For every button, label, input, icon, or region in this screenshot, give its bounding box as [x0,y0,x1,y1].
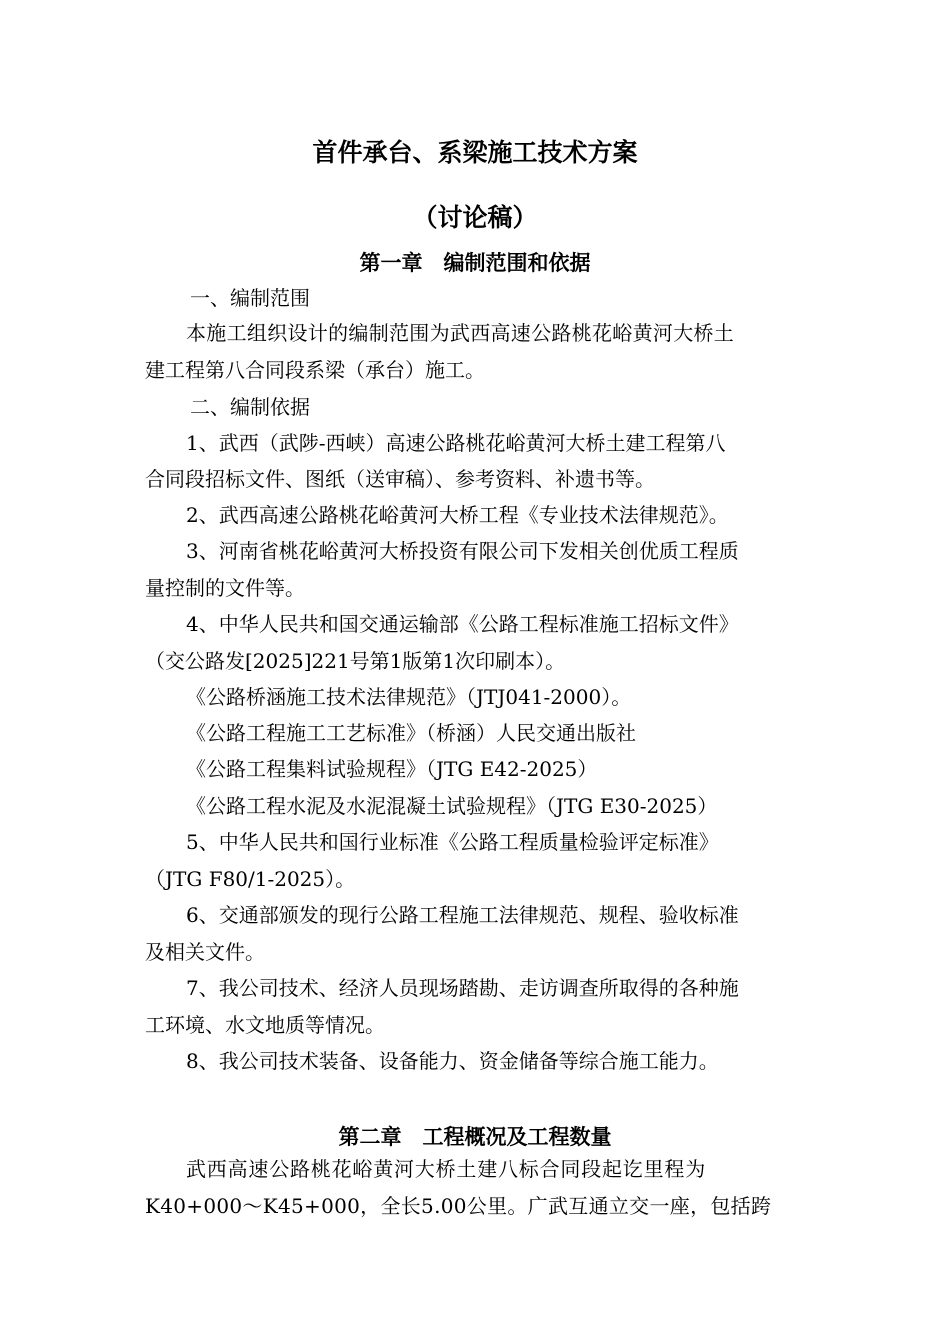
basis-item: （JTG F80/1-2025）。 [145,867,356,891]
chapter-2-heading: 第二章 工程概况及工程数量 [338,1125,612,1149]
basis-item: 量控制的文件等。 [145,576,305,600]
basis-item: 7、我公司技术、经济人员现场踏勘、走访调查所取得的各种施 [186,976,739,1000]
paragraph-line: 本施工组织设计的编制范围为武西高速公路桃花峪黄河大桥土 [186,321,735,345]
section-heading-basis: 二、编制依据 [190,395,310,419]
basis-item: 4、中华人民共和国交通运输部《公路工程标准施工招标文件》 [186,612,739,636]
basis-item: （交公路发[2025]221号第1版第1次印刷本）。 [145,649,566,673]
basis-item: 工环境、水文地质等情况。 [145,1013,385,1037]
paragraph-line: 建工程第八合同段系梁（承台）施工。 [145,358,485,382]
document-subtitle: （讨论稿） [412,203,538,232]
document-title: 首件承台、系梁施工技术方案 [312,138,638,167]
basis-item: 5、中华人民共和国行业标准《公路工程质量检验评定标准》 [186,830,719,854]
basis-item: 6、交通部颁发的现行公路工程施工法律规范、规程、验收标准 [186,903,739,927]
basis-item: 《公路桥涵施工技术法律规范》（JTJ041-2000）。 [186,685,632,709]
basis-item: 8、我公司技术装备、设备能力、资金储备等综合施工能力。 [186,1049,719,1073]
basis-item: 《公路工程集料试验规程》（JTG E42-2025） [186,757,598,781]
section-heading-scope: 一、编制范围 [190,286,310,310]
paragraph-line: K40+000～K45+000，全长5.00公里。广武互通立交一座，包括跨 [145,1194,772,1218]
basis-item: 《公路工程水泥及水泥混凝土试验规程》（JTG E30-2025） [186,794,718,818]
basis-item: 《公路工程施工工艺标准》（桥涵）人民交通出版社 [186,721,636,745]
basis-item: 及相关文件。 [145,940,265,964]
basis-item: 2、武西高速公路桃花峪黄河大桥工程《专业技术法律规范》。 [186,503,729,527]
basis-item: 3、河南省桃花峪黄河大桥投资有限公司下发相关创优质工程质 [186,539,739,563]
chapter-1-heading: 第一章 编制范围和依据 [359,251,591,275]
basis-item: 合同段招标文件、图纸（送审稿）、参考资料、补遗书等。 [145,467,655,491]
paragraph-line: 武西高速公路桃花峪黄河大桥土建八标合同段起讫里程为 [186,1157,706,1181]
basis-item: 1、武西（武陟-西峡）高速公路桃花峪黄河大桥土建工程第八 [186,431,726,455]
